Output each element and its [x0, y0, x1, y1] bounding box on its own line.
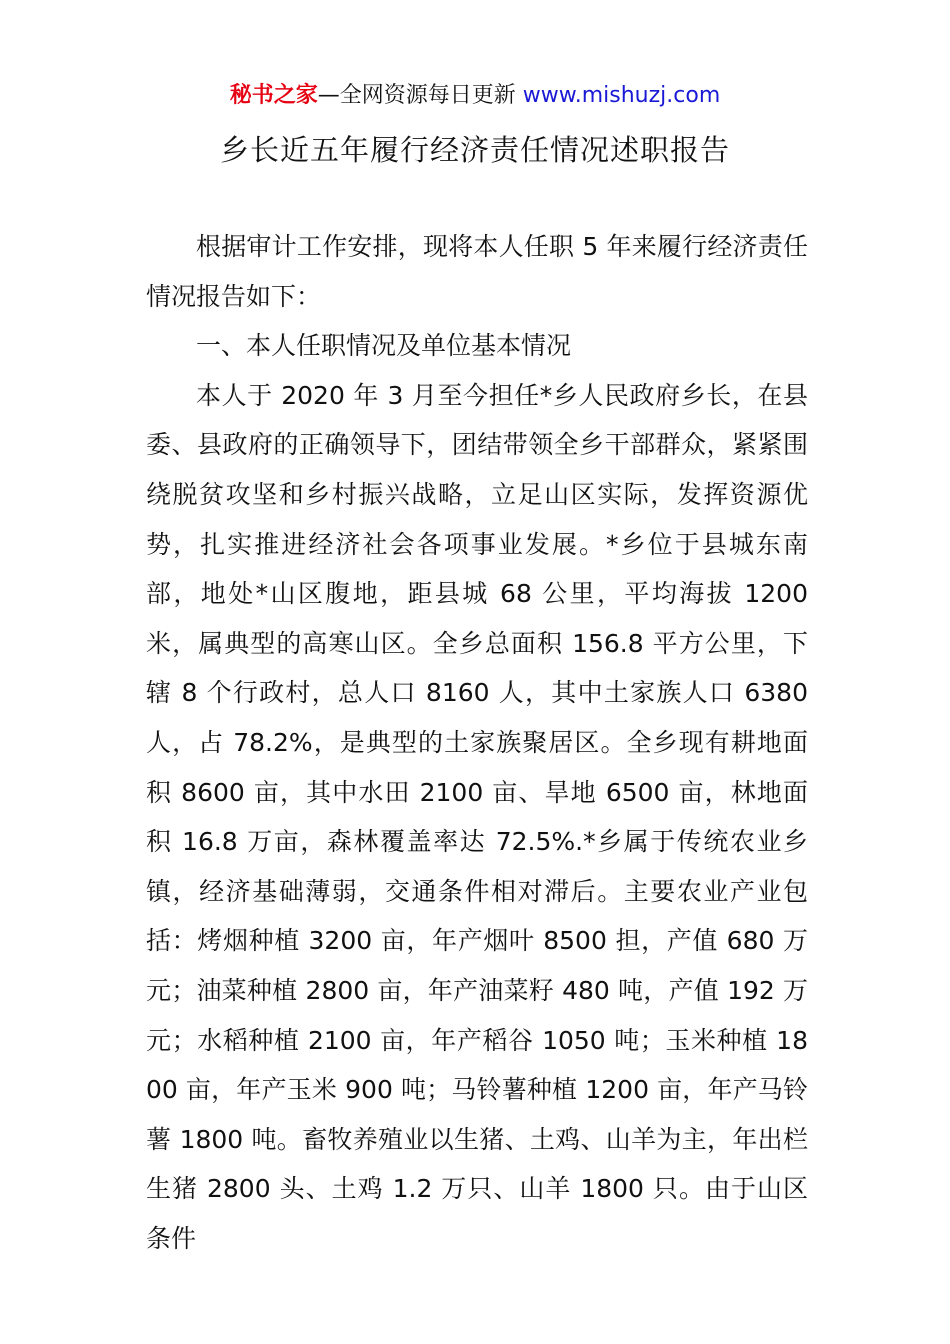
paragraph-basic-info: 本人于 2020 年 3 月至今担任*乡人民政府乡长，在县委、县政府的正确领导下，团结带领全乡干部群众，紧紧围绕脱贫攻坚和乡村振兴战略，立足山区实际，发挥资源优势，扎实推进经济社会各项事业发展。*乡位于县城东南部，地处*山区腹地，距县城 68 公里，平均海拔 1200 米，属典型的高寒山区。全乡总面积 156.8 平方公里，下辖 8 个行政村，总人口 8160 人，其中土家族人口 6380 人，占 78.2%，是典型的土家族聚居区。全乡现有耕地面积 8600 亩，其中水田 2100 亩、旱地 6500 亩，林地面积 16.8 万亩，森林覆盖率达 72.5%.*乡属于传统农业乡镇，经济基础薄弱，交通条件相对滞后。主要农业产业包括：烤烟种植 3200 亩，年产烟叶 8500 担，产值 680 万元；油菜种植 2800 亩，年产油菜籽 480 吨，产值 192 万元；水稻种植 2100 亩，年产稻谷 1050 吨；玉米种植 1800 亩，年产玉米 900 吨；马铃薯种植 1200 亩，年产马铃薯 1800 吨。畜牧养殖业以生猪、土鸡、山羊为主，年出栏生猪 2800 头、土鸡 1.2 万只、山羊 1800 只。由于山区条件 [146, 380, 808, 1253]
document-title: 乡长近五年履行经济责任情况述职报告 [219, 133, 730, 167]
site-header [0, 80, 950, 112]
section-heading-1: 一、本人任职情况及单位基本情况 [196, 331, 572, 361]
site-brand: 秘书之家 [229, 83, 318, 108]
paragraph-intro: 根据审计工作安排，现将本人任职 5 年来履行经济责任情况报告如下： [146, 232, 808, 311]
site-tagline: —全网资源每日更新 [317, 83, 523, 108]
site-url-link[interactable]: www.mishuzj.com [522, 83, 721, 108]
document-body [146, 222, 808, 1263]
